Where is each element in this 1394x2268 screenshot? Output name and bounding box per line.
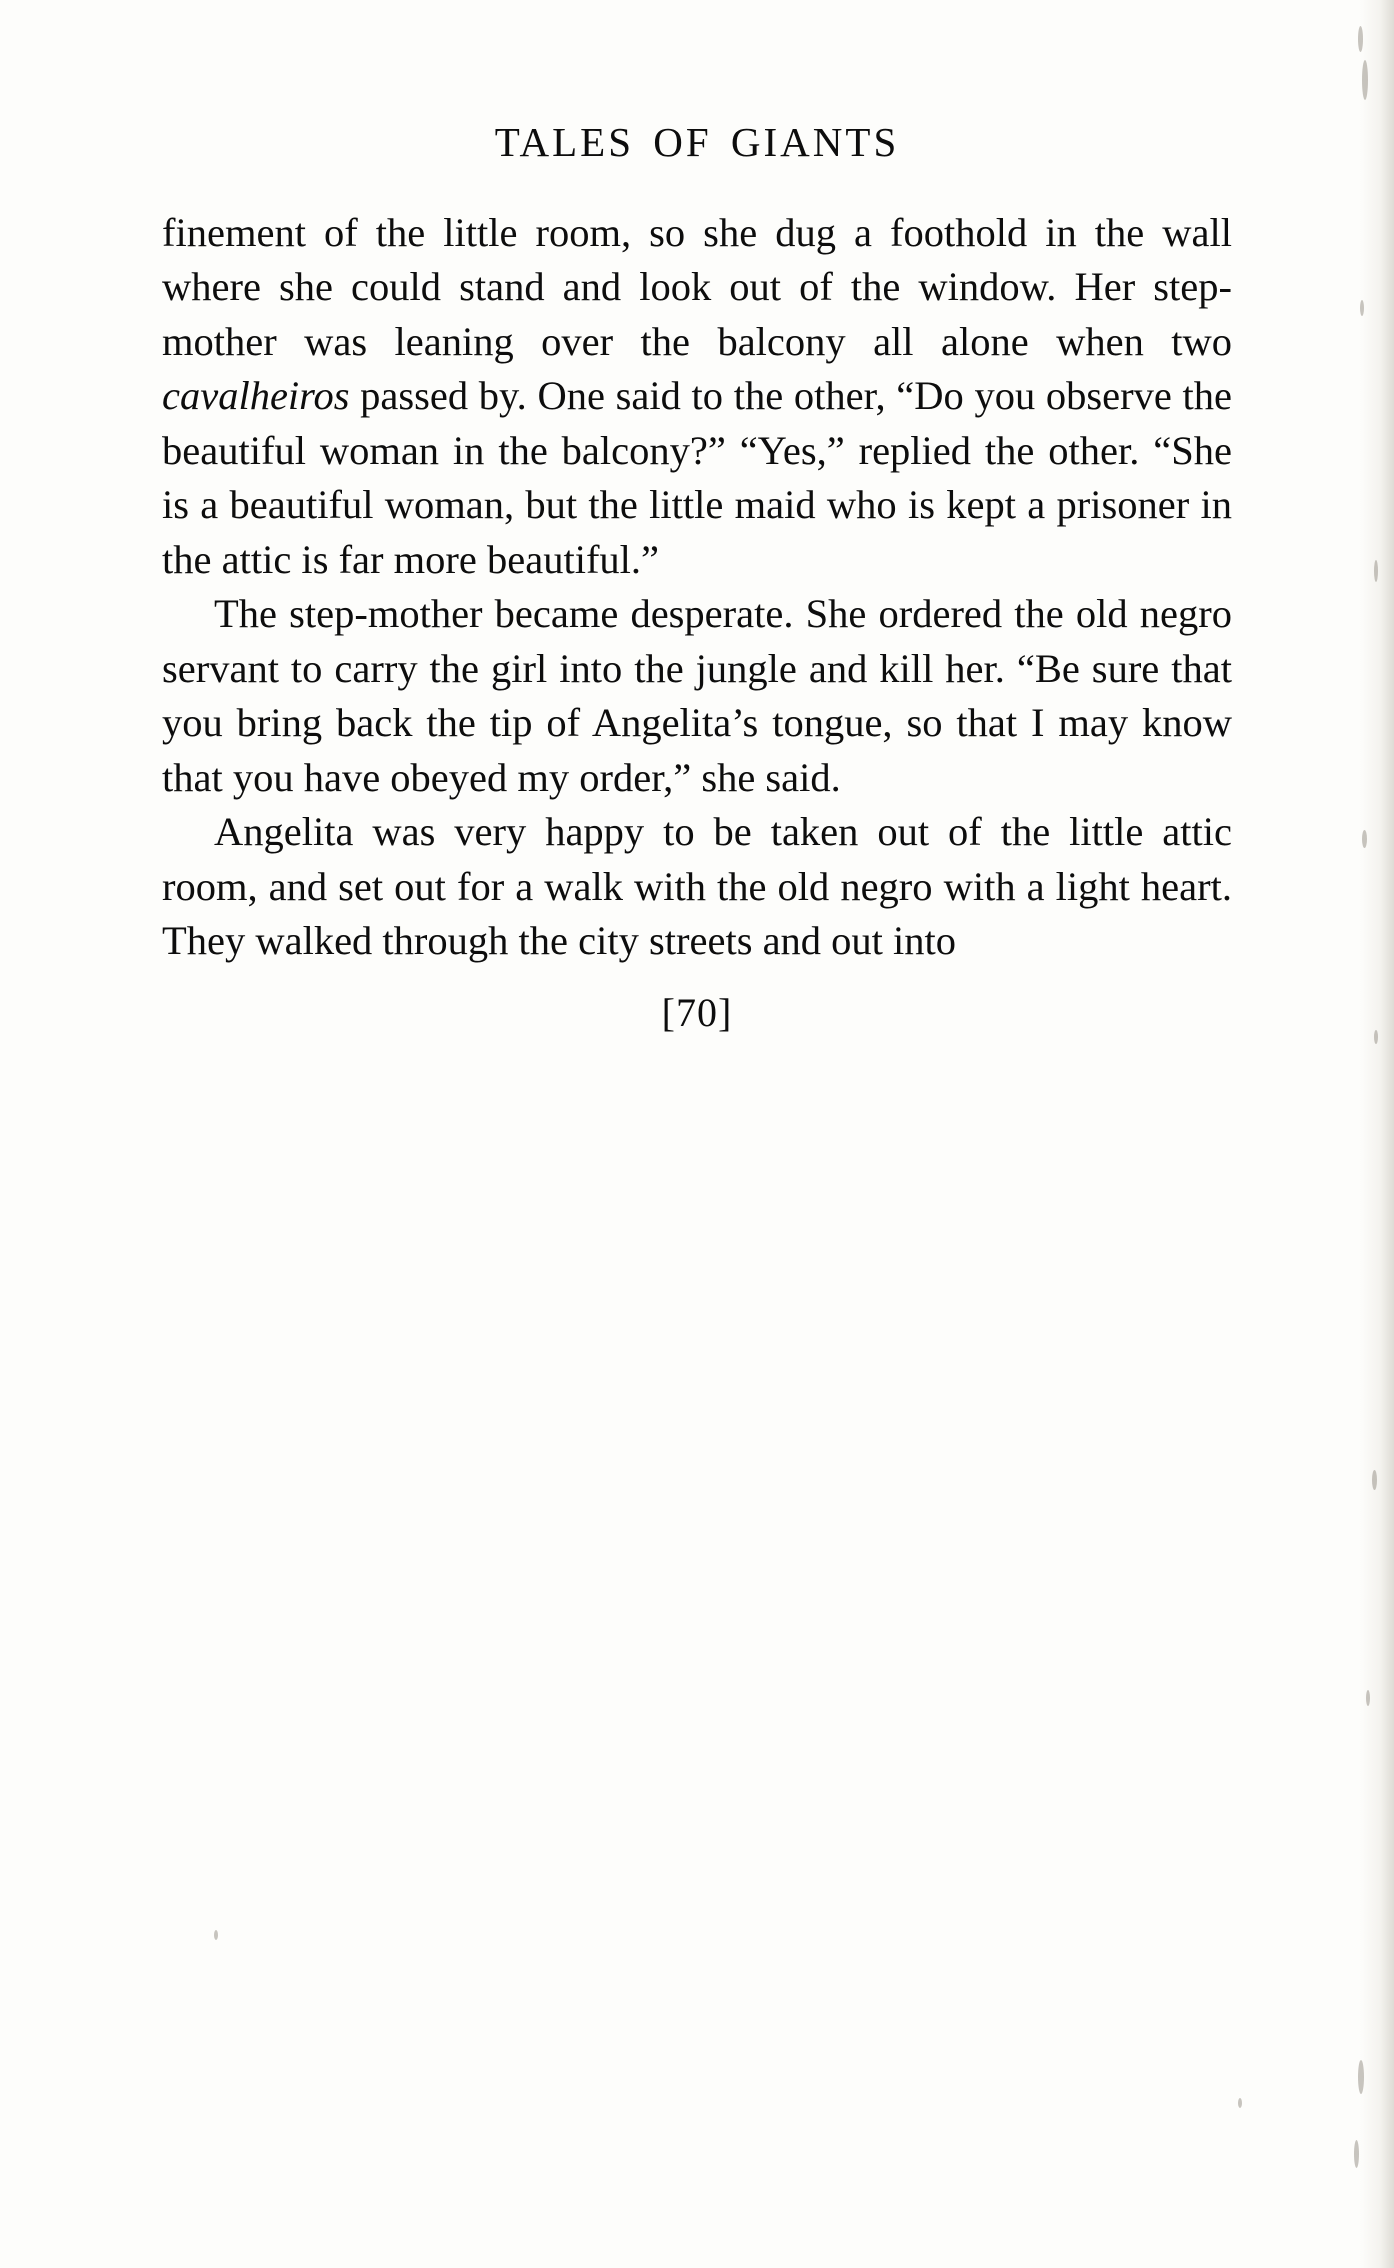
paragraph-3 [162, 805, 1232, 968]
scan-speck [1354, 2140, 1359, 2168]
paragraph-2 [162, 587, 1232, 805]
text-run: Angelita was very happy to be taken out of the little attic room, and set out for a walk with the old negro with a light heart. They walked through the city streets and out into [162, 809, 1232, 964]
body-text [162, 206, 1232, 969]
document-content [0, 0, 1394, 1036]
scan-speck [1358, 2060, 1364, 2094]
scan-speck [1372, 1470, 1377, 1490]
page-number: [70] [661, 989, 733, 1035]
text-run: finement of the little room, so she dug a foothold in the wall where she could stand and look out of the window. Her step-mother was leaning over the balcony all alone when two [162, 210, 1232, 364]
paragraph-1 [162, 206, 1232, 587]
scan-speck [1238, 2098, 1242, 2108]
text-run: The step-mother became desperate. She ordered the old negro servant to carry the girl into the jungle and kill her. “Be sure that you bring back the tip of Angelita’s tongue, so that I may know that you have obeyed my order,” she said. [162, 591, 1232, 800]
scan-speck [214, 1930, 218, 1940]
scan-speck [1366, 1690, 1370, 1706]
text-run: passed by. One said to the other, “Do you observe the beautiful woman in the balcony?” “Yes,” replied the other. “She is a beautiful woman, but the little maid who is kept a prisoner in the attic is far more beautiful.” [162, 373, 1232, 582]
italic-phrase: cavalheiros [162, 373, 350, 419]
running-head: TALES OF GIANTS [494, 119, 900, 165]
